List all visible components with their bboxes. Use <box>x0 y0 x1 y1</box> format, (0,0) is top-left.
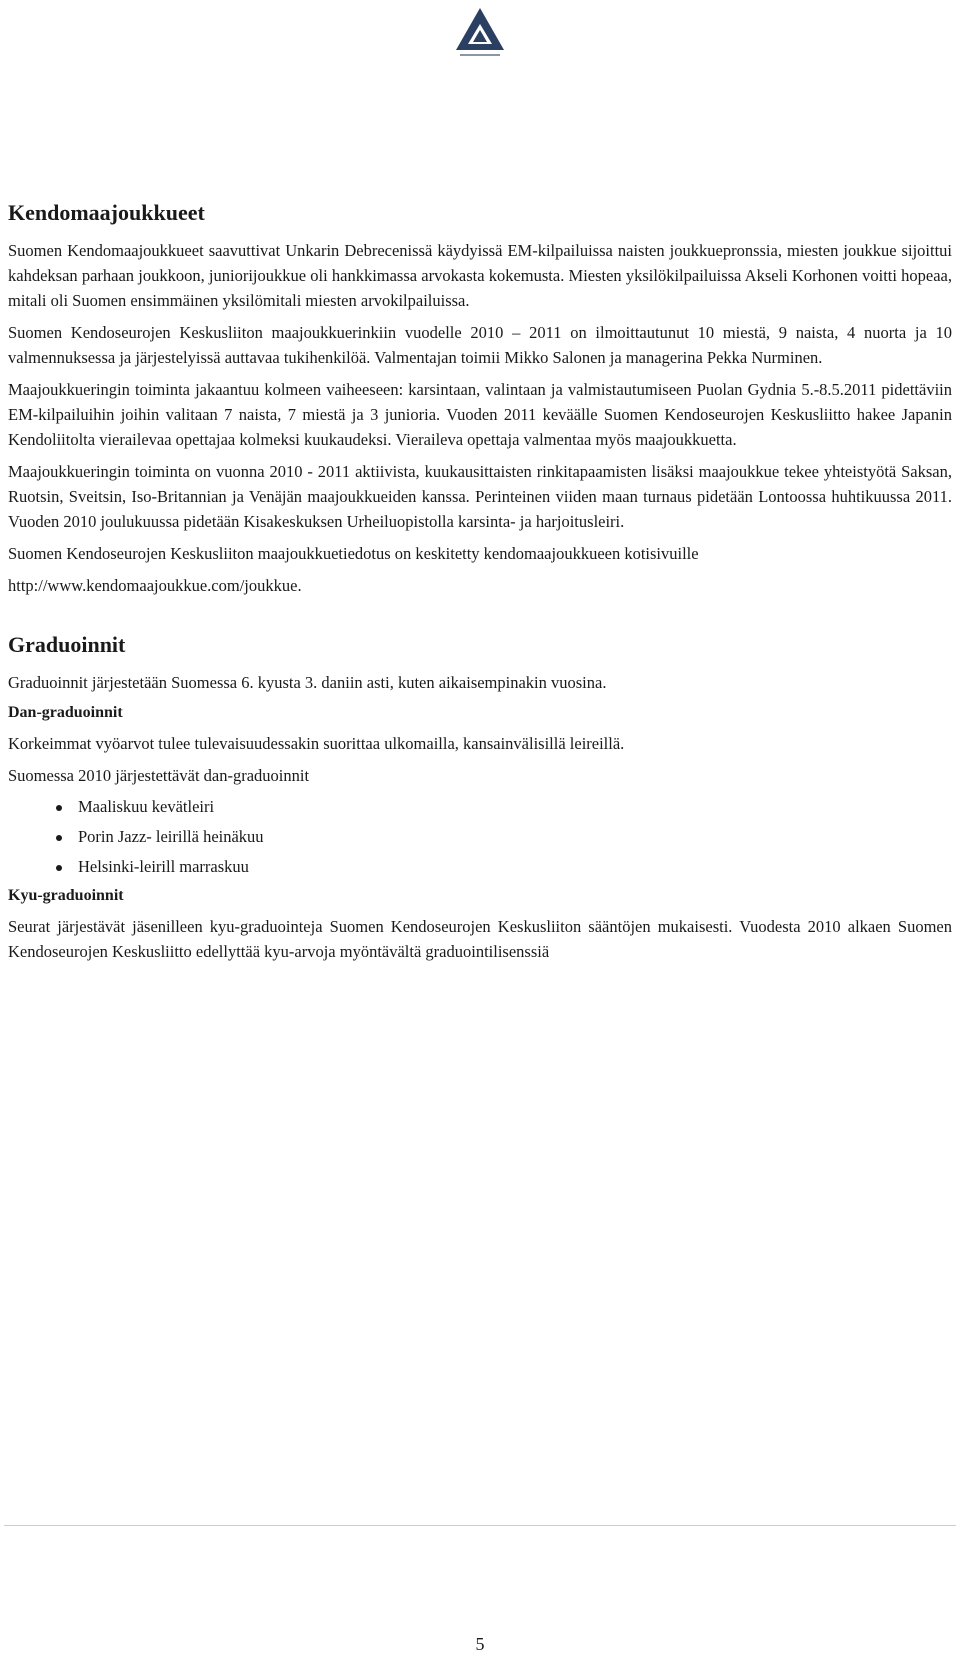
paragraph: Seurat järjestävät jäsenilleen kyu-graduointeja Suomen Kendoseurojen Keskusliiton sääntöjen mukaisesti. Vuodesta 2010 alkaen Suomen Kendoseurojen Keskusliitto edellyttää kyu-arvoja myöntävältä graduointilisenssiä <box>8 917 952 961</box>
bullet-icon <box>56 865 62 871</box>
subsection-title-dan: Dan-graduoinnit <box>8 704 123 721</box>
list-item-label: Porin Jazz- leirillä heinäkuu <box>78 827 264 846</box>
subsection-title-kyu: Kyu-graduoinnit <box>8 887 124 904</box>
paragraph: Korkeimmat vyöarvot tulee tulevaisuudessakin suorittaa ulkomailla, kansainvälisillä leireillä. <box>8 734 625 753</box>
paragraph: Maajoukkueringin toiminta jakaantuu kolmeen vaiheeseen: karsintaan, valintaan ja valmistautumiseen Puolan Gydnia 5.-8.5.2011 pidettäviin EM-kilpailuihin joihin valitaan 7 naista, 7 miestä ja 3 junioria. Vuoden 2011 keväälle Suomen Kendoseurojen Keskusliitto hakee Japanin Kendoliitolta vierailevaa opettajaa kolmeksi kuukaudeksi. Vieraileva opettaja valmentaa myös maajoukkuetta. <box>8 380 952 449</box>
list-item-label: Helsinki-leirill marraskuu <box>78 857 249 876</box>
footer-divider <box>4 1525 956 1526</box>
section-title-kendomaajoukkueet: Kendomaajoukkueet <box>8 200 205 225</box>
section-title-graduoinnit: Graduoinnit <box>8 632 126 657</box>
dan-graduation-list <box>8 795 952 879</box>
list-item-label: Maaliskuu kevätleiri <box>78 797 215 816</box>
paragraph: Maajoukkueringin toiminta on vuonna 2010 - 2011 aktiivista, kuukausittaisten rinkitapaamisten lisäksi maajoukkue tekee yhteistyötä Saksan, Ruotsin, Sveitsin, Iso-Britannian ja Venäjän maajoukkueiden kanssa. Perinteinen viiden maan turnaus pidetään Lontoossa huhtikuussa 2011. Vuoden 2010 joulukuussa pidetään Kisakeskuksen Urheiluopistolla karsinta- ja harjoitusleiri. <box>8 462 952 531</box>
list-item <box>8 855 952 879</box>
paragraph: Suomen Kendomaajoukkueet saavuttivat Unkarin Debrecenissä käydyissä EM-kilpailuissa naisten joukkuepronssia, miesten joukkue sijoittui kahdeksan parhaan joukkoon, juniorijoukkue oli hankkimassa arvokasta kokemusta. Miesten yksilökilpailuissa Akseli Korhonen voitti hopeaa, mitali oli Suomen ensimmäinen yksilömitali miesten arvokilpailuissa. <box>8 241 952 310</box>
list-item <box>8 825 952 849</box>
document-body <box>8 200 952 971</box>
paragraph: Suomessa 2010 järjestettävät dan-graduoinnit <box>8 766 310 785</box>
paragraph: Suomen Kendoseurojen Keskusliiton maajoukkuetiedotus on keskitetty kendomaajoukkueen kotisivuille <box>8 544 699 563</box>
team-website-link[interactable]: http://www.kendomaajoukkue.com/joukkue. <box>8 576 302 595</box>
bullet-icon <box>56 835 62 841</box>
logo <box>448 4 512 62</box>
paragraph: Suomen Kendoseurojen Keskusliiton maajoukkuerinkiin vuodelle 2010 – 2011 on ilmoittautunut 10 miestä, 9 naista, 4 nuorta ja 10 valmennuksessa ja järjestelyissä auttavaa tukihenkilöä. Valmentajan toimii Mikko Salonen ja managerina Pekka Nurminen. <box>8 323 952 367</box>
list-item <box>8 795 952 819</box>
page-number: 5 <box>475 1634 485 1654</box>
triangle-emblem-icon <box>448 4 512 62</box>
paragraph: Graduoinnit järjestetään Suomessa 6. kyusta 3. daniin asti, kuten aikaisempinakin vuosina. <box>8 673 607 692</box>
bullet-icon <box>56 805 62 811</box>
